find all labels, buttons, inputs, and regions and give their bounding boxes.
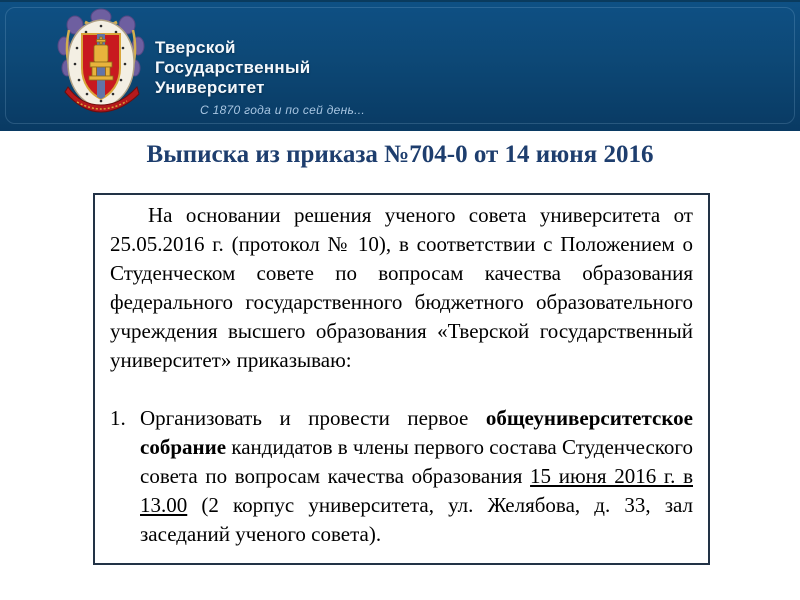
list-item-text	[140, 404, 693, 549]
list-item-text-segment: кандидатов в члены первого состава Студенческого совета по вопросам качества образования	[140, 435, 693, 488]
header-banner	[0, 0, 800, 131]
university-logo	[55, 8, 147, 130]
list-item-text-segment: (2 корпус университета, ул. Желябова, д. 33, зал заседаний ученого совета).	[140, 493, 693, 546]
list-item-text-segment: Организовать и провести первое	[140, 406, 486, 430]
order-paragraph: На основании решения ученого совета университета от 25.05.2016 г. (протокол № 10), в соответствии с Положением о Студенческом совете по вопросам качества образования федерального государственного бюджетного образовательного учреждения высшего образования «Тверской государственный университет» приказываю:	[110, 203, 693, 372]
coat-of-arms-icon	[55, 8, 147, 130]
order-text-box	[93, 193, 710, 565]
university-tagline: С 1870 года и по сей день...	[200, 103, 366, 117]
university-name-line: Тверской	[155, 38, 236, 57]
list-item-number: 1.	[110, 406, 126, 430]
university-name-line: Университет	[155, 78, 265, 97]
order-list-item	[110, 404, 693, 549]
slide-title: Выписка из приказа №704-0 от 14 июня 2016	[146, 141, 654, 168]
list-item-bold-segment: общеуниверситетское собрание	[140, 406, 693, 459]
university-name	[155, 38, 311, 98]
university-name-line: Государственный	[155, 58, 311, 77]
list-item-underline-segment: 15 июня 2016 г. в 13.00	[140, 464, 693, 517]
